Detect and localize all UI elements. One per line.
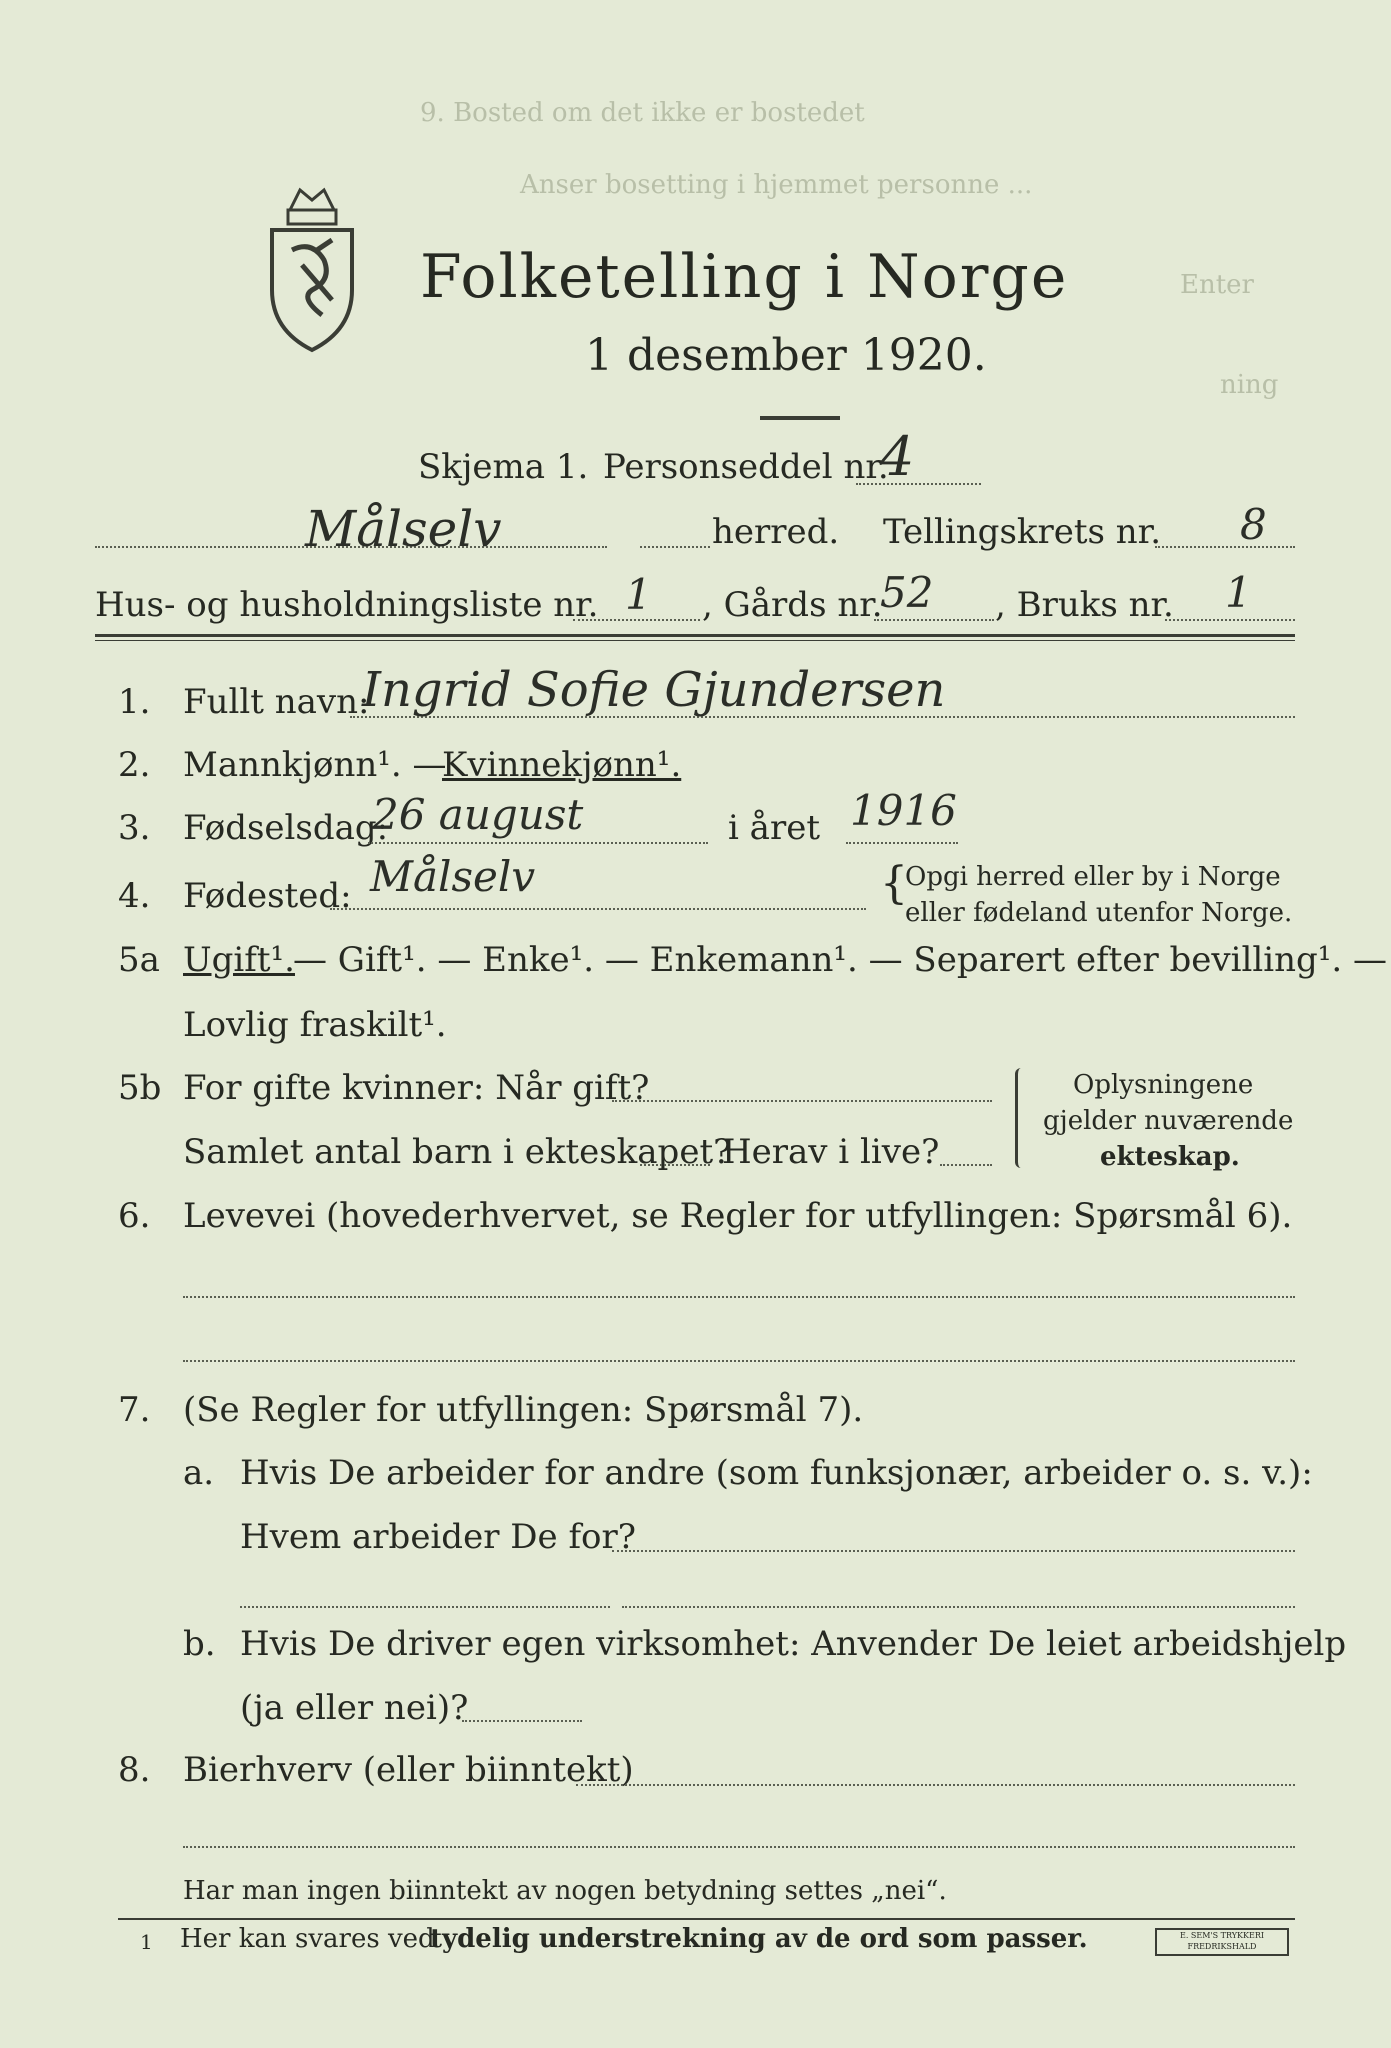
q6-label: Levevei (hovederhvervet, se Regler for utfyllingen: Spørsmål 6). [183, 1196, 1293, 1236]
husliste-line [573, 619, 700, 621]
bruks-value: 1 [1225, 568, 1252, 617]
q5b-alive-line [940, 1164, 992, 1166]
q7b-answer-line [462, 1720, 582, 1722]
q8-line [576, 1784, 1295, 1786]
bleed-through-text: Anser bosetting i hjemmet personne ... [520, 170, 1033, 200]
bruks-label: , Bruks nr. [995, 585, 1174, 625]
q3-year-value: 1916 [850, 786, 957, 835]
form-title: Folketelling i Norge [420, 242, 1069, 312]
q6-number: 6. [118, 1196, 151, 1236]
q7a-label: Hvis De arbeider for andre (som funksjonær, arbeider o. s. v.): [240, 1453, 1313, 1493]
q5b-note-2: gjelder nuværende [1043, 1106, 1294, 1136]
q5b-children-line [640, 1164, 710, 1166]
q7a-line-3a [240, 1606, 610, 1608]
footnote-text-b: tydelig understrekning av de ord som passer. [430, 1924, 1088, 1954]
q3-line [368, 842, 708, 844]
tellingskrets-label: Tellingskrets nr. [883, 512, 1162, 552]
personseddel-value: 4 [880, 425, 915, 488]
q7a-employer-line [612, 1550, 1295, 1552]
gards-line [874, 619, 994, 621]
tellingskrets-value: 8 [1240, 500, 1267, 549]
q2-number: 2. [118, 745, 151, 785]
herred-line-2 [640, 546, 710, 548]
footer-divider [118, 1918, 1295, 1920]
coat-of-arms-icon [262, 180, 362, 360]
q5b-alive-label: Herav i live? [722, 1132, 940, 1172]
q7-label: (Se Regler for utfyllingen: Spørsmål 7). [183, 1390, 864, 1430]
personseddel-label: Personseddel nr. [603, 447, 889, 487]
q5a-options: — Gift¹. — Enke¹. — Enkemann¹. — Separert efter bevilling¹. — [293, 940, 1388, 980]
q6-line-1 [183, 1296, 1295, 1298]
q5b-married-line [612, 1100, 992, 1102]
q7a-letter: a. [183, 1453, 215, 1493]
herred-value: Målselv [305, 500, 502, 558]
q2-male: Mannkjønn¹. — [183, 745, 447, 785]
q5a-ugift: Ugift¹. [183, 940, 295, 980]
q4-line [330, 908, 866, 910]
q3-number: 3. [118, 808, 151, 848]
q2-female: Kvinnekjønn¹. [442, 745, 682, 785]
section-divider-thin [95, 640, 1295, 641]
q3-label: Fødselsdag: [183, 808, 389, 848]
q5a-number: 5a [118, 940, 160, 980]
q8-number: 8. [118, 1750, 151, 1790]
q5b-brace [1015, 1068, 1024, 1168]
q4-label: Fødested: [183, 876, 352, 916]
q7b-line2: (ja eller nei)? [240, 1688, 469, 1728]
q1-label: Fullt navn: [183, 682, 370, 722]
husliste-label: Hus- og husholdningsliste nr. [95, 585, 599, 625]
q5b-note-3: ekteskap. [1100, 1142, 1240, 1172]
q1-number: 1. [118, 682, 151, 722]
bleed-through-text: ning [1220, 370, 1279, 400]
bruks-line [1165, 619, 1295, 621]
q1-value: Ingrid Sofie Gjundersen [362, 662, 946, 718]
q6-line-2 [183, 1360, 1295, 1362]
section-divider [95, 634, 1295, 637]
q5b-children-label: Samlet antal barn i ekteskapet? [183, 1132, 732, 1172]
personseddel-line [856, 483, 981, 485]
footnote-text-a: Her kan svares ved [180, 1924, 435, 1954]
q5b-note-1: Oplysningene [1073, 1070, 1254, 1100]
bleed-through-text: Enter [1180, 270, 1254, 300]
q3-year-line [846, 842, 958, 844]
tellingskrets-line [1155, 546, 1295, 548]
q3-year-label: i året [728, 808, 820, 848]
printer-stamp: E. SEM'S TRYKKERI FREDRIKSHALD [1155, 1928, 1289, 1956]
q7a-line2: Hvem arbeider De for? [240, 1517, 636, 1557]
form-date: 1 desember 1920. [585, 330, 987, 381]
husliste-value: 1 [625, 570, 652, 619]
gards-label: , Gårds nr. [702, 585, 883, 625]
q4-value: Målselv [370, 852, 536, 901]
q5b-label: For gifte kvinner: Når gift? [183, 1068, 650, 1108]
gards-value: 52 [880, 568, 934, 617]
q7b-label: Hvis De driver egen virksomhet: Anvender De leiet arbeidshjelp [240, 1624, 1347, 1664]
bleed-through-text: 9. Bosted om det ikke er bostedet [420, 98, 865, 128]
q5a-line2: Lovlig fraskilt¹. [183, 1005, 447, 1045]
q4-number: 4. [118, 876, 151, 916]
q8-label: Bierhverv (eller biinntekt) [183, 1750, 634, 1790]
q7a-line-3b [622, 1606, 1295, 1608]
q7-number: 7. [118, 1390, 151, 1430]
q7b-letter: b. [183, 1624, 216, 1664]
q4-brace: { [880, 858, 908, 909]
q4-note-2: eller fødeland utenfor Norge. [905, 898, 1293, 928]
header-divider [760, 416, 840, 420]
schema-label: Skjema 1. [418, 447, 589, 487]
q3-value: 26 august [372, 790, 584, 839]
footnote-number: 1 [140, 1930, 153, 1954]
q4-note-1: Opgi herred eller by i Norge [905, 862, 1281, 892]
herred-label: herred. [712, 512, 840, 552]
footer-note: Har man ingen biinntekt av nogen betydning settes „nei“. [183, 1876, 947, 1906]
q8-line-2 [183, 1846, 1295, 1848]
q5b-number: 5b [118, 1068, 162, 1108]
